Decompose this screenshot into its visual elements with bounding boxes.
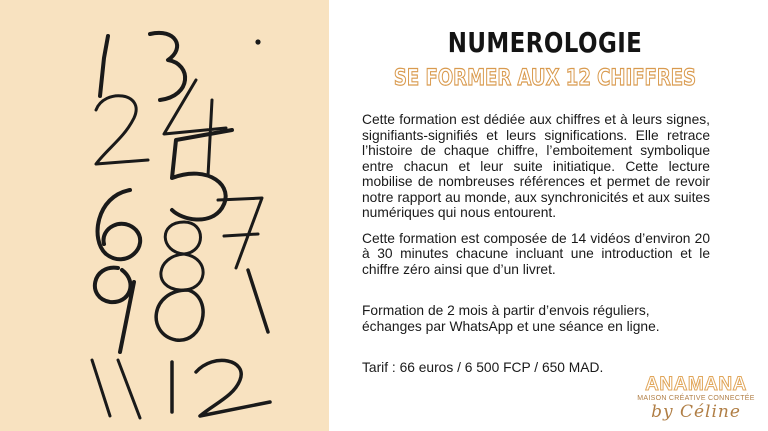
stroke-3: [150, 33, 185, 100]
page-subtitle: SE FORMER AUX 12 CHIFFRES: [393, 66, 697, 91]
brand-logo: [628, 376, 764, 421]
price-paragraph: Tarif : 66 euros / 6 500 FCP / 650 MAD.: [362, 360, 604, 375]
stroke-2: [96, 96, 148, 164]
stroke-1: [100, 36, 108, 96]
stroke-5: [172, 130, 232, 220]
numbers-artwork: [0, 0, 329, 431]
stroke-dot: [255, 39, 260, 44]
brand-name: ANAMANA: [645, 374, 747, 395]
brand-signature: by Céline: [651, 402, 741, 422]
page-title: NUMEROLOGIE: [447, 26, 643, 59]
composition-paragraph: Cette formation est composée de 14 vidéos d’environ 20 à 30 minutes chacune incluant une introduction et le chiffre zéro ainsi que d’un livret.: [362, 230, 710, 277]
stroke-7: [218, 198, 262, 268]
description-block: [362, 112, 710, 376]
stroke-6: [98, 190, 141, 259]
stroke-8: [161, 222, 203, 290]
description-paragraph: Cette formation est dédiée aux chiffres et à leurs signes, signifiants-signifiés et leurs significations. Elle retrace l’histoire de chaque chiffre, l’emboitement symbolique entre chacun et leur suite initiatique. Cette lecture mobilise de nombreuses références et permet de revoir notre rapport au monde, aux synchronicités et aux suites numériques qui nous entourent.: [362, 112, 710, 220]
duration-paragraph: Formation de 2 mois à partir d’envois réguliers, échanges par WhatsApp et une séance en ligne.: [362, 303, 660, 334]
stroke-11: [92, 360, 140, 418]
stroke-9: [95, 268, 134, 352]
stroke-10: [156, 270, 268, 340]
stroke-12: [172, 360, 270, 416]
brand-tagline: MAISON CRÉATIVE CONNECTÉE: [637, 395, 755, 402]
handwritten-numbers-illustration: [0, 0, 329, 431]
